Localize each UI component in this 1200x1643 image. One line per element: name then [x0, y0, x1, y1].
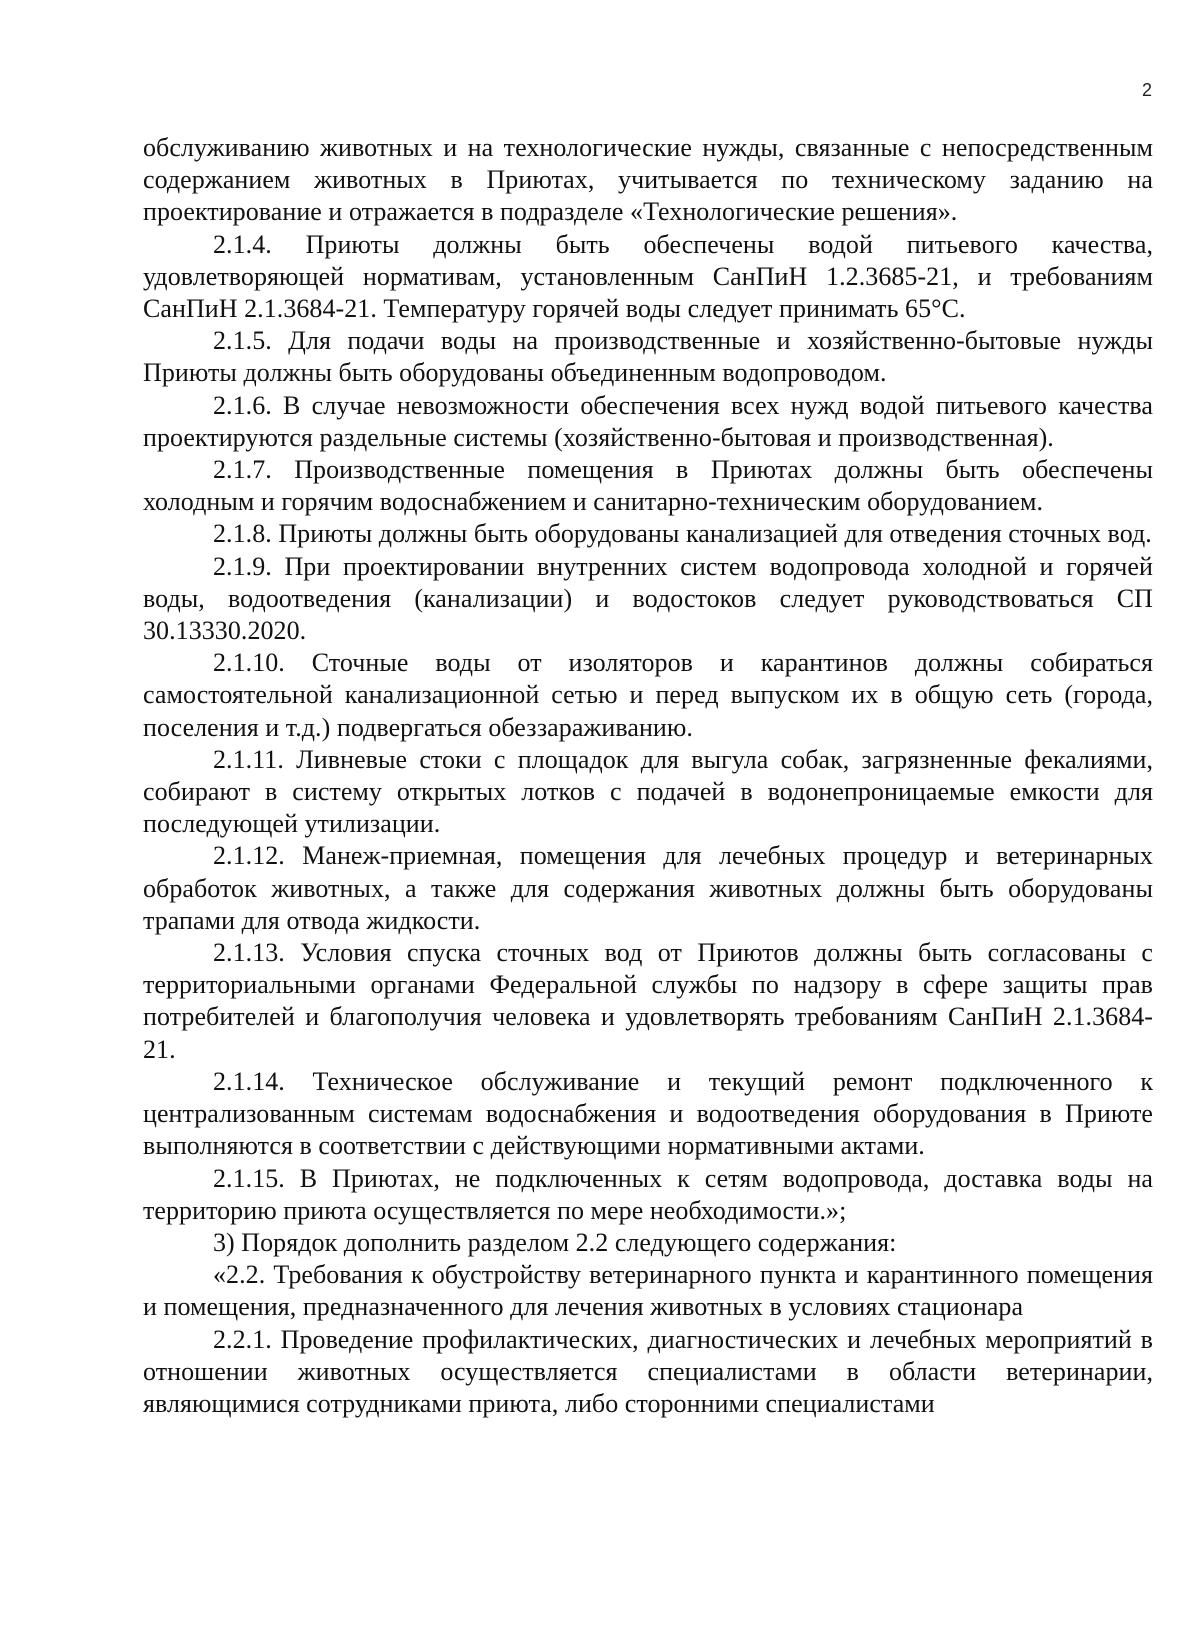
document-body	[143, 132, 1153, 1420]
paragraph-2-1-7: 2.1.7. Производственные помещения в Приютах должны быть обеспечены холодным и горячим водоснабжением и санитарно-техническим оборудованием.	[143, 455, 1153, 517]
paragraph-2-1-11: 2.1.11. Ливневые стоки с площадок для выгула собак, загрязненные фекалиями, собирают в систему открытых лотков с подачей в водонепроницаемые емкости для последующей утилизации.	[143, 744, 1153, 839]
paragraph-2-1-9: 2.1.9. При проектировании внутренних систем водопровода холодной и горячей воды, водоотведения (канализации) и водостоков следует руководствоваться СП 30.13330.2020.	[143, 551, 1153, 646]
paragraph-2-1-14: 2.1.14. Техническое обслуживание и текущий ремонт подключенного к централизованным системам водоснабжения и водоотведения оборудования в Приюте выполняются в соответствии с действующими нормативными актами.	[143, 1066, 1153, 1161]
paragraph-2-1-13: 2.1.13. Условия спуска сточных вод от Приютов должны быть согласованы с территориальными органами Федеральной службы по надзору в сфере защиты прав потребителей и благополучия человека и удовлетворять требованиям СанПиН 2.1.3684-21.	[143, 938, 1153, 1064]
paragraph-2-1-4: 2.1.4. Приюты должны быть обеспечены водой питьевого качества, удовлетворяющей нормативам, установленным СанПиН 1.2.3685-21, и требованиям СанПиН 2.1.3684-21. Температуру горячей воды следует принимать 65°С.	[143, 229, 1153, 324]
paragraph-2-1-15: 2.1.15. В Приютах, не подключенных к сетям водопровода, доставка воды на территорию приюта осуществляется по мере необходимости.»;	[143, 1163, 1153, 1225]
paragraph-2-1-6: 2.1.6. В случае невозможности обеспечения всех нужд водой питьевого качества проектируются раздельные системы (хозяйственно-бытовая и производственная).	[143, 390, 1153, 452]
section-heading-2-2: «2.2. Требования к обустройству ветеринарного пункта и карантинного помещения и помещения, предназначенного для лечения животных в условиях стационара	[143, 1260, 1153, 1322]
paragraph-2-2-1: 2.2.1. Проведение профилактических, диагностических и лечебных мероприятий в отношении животных осуществляется специалистами в области ветеринарии, являющимися сотрудниками приюта, либо сторонними специалистами	[143, 1324, 1153, 1418]
paragraph-2-1-5: 2.1.5. Для подачи воды на производственные и хозяйственно-бытовые нужды Приюты должны быть оборудованы объединенным водопроводом.	[143, 326, 1153, 388]
page-number: 2	[1141, 80, 1152, 100]
paragraph-2-1-10: 2.1.10. Сточные воды от изоляторов и карантинов должны собираться самостоятельной канализационной сетью и перед выпуском их в общую сеть (города, поселения и т.д.) подвергаться обеззараживанию.	[143, 648, 1153, 742]
paragraph-2-1-12: 2.1.12. Манеж-приемная, помещения для лечебных процедур и ветеринарных обработок животных, а также для содержания животных должны быть оборудованы трапами для отвода жидкости.	[143, 841, 1153, 935]
paragraph-2-1-8: 2.1.8. Приюты должны быть оборудованы канализацией для отведения сточных вод.	[213, 519, 1152, 549]
paragraph-continuation: обслуживанию животных и на технологические нужды, связанные с непосредственным содержанием животных в Приютах, учитывается по техническому заданию на проектирование и отражается в подразделе «Технологические решения».	[143, 133, 1153, 227]
paragraph-item-3: 3) Порядок дополнить разделом 2.2 следующего содержания:	[213, 1227, 897, 1257]
